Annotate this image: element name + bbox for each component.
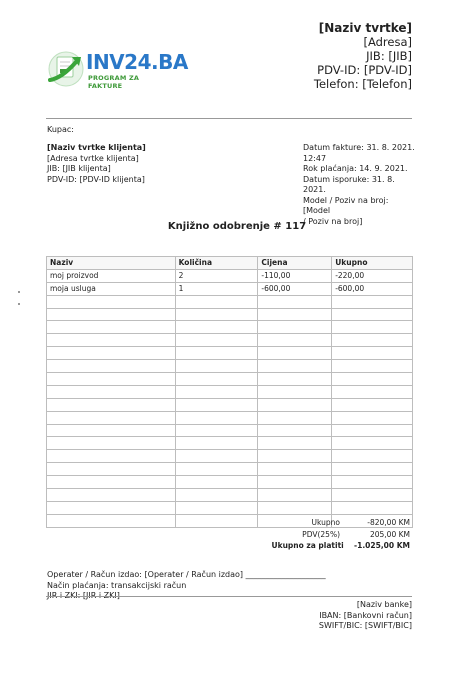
empty-cell — [175, 463, 258, 476]
empty-cell — [258, 360, 332, 373]
table-row-empty — [47, 463, 413, 476]
vat-value: 205,00 KM — [369, 529, 410, 539]
empty-cell — [258, 385, 332, 398]
invoice-arrow-logo-icon — [46, 48, 86, 88]
empty-cell — [332, 308, 413, 321]
empty-cell — [258, 321, 332, 334]
empty-cell — [258, 476, 332, 489]
company-pdv: PDV-ID: [PDV-ID] — [317, 63, 412, 77]
empty-cell — [332, 398, 413, 411]
table-row-empty — [47, 437, 413, 450]
payment-method: Način plaćanja: transakcijski račun — [47, 580, 187, 590]
company-name: [Naziv tvrtke] — [318, 21, 412, 35]
footer-divider — [46, 596, 412, 597]
table-row-empty — [47, 385, 413, 398]
bank-iban: IBAN: [Bankovni račun] — [319, 610, 412, 620]
vat-label: PDV(25%) — [302, 529, 340, 539]
table-row-empty — [47, 476, 413, 489]
empty-cell — [175, 334, 258, 347]
bank-name: [Naziv banke] — [356, 600, 412, 609]
cell-price: -600,00 — [258, 282, 332, 295]
empty-cell — [47, 398, 176, 411]
empty-cell — [332, 295, 413, 308]
table-row-empty — [47, 308, 413, 321]
grand-total-row — [250, 540, 410, 552]
empty-cell — [332, 373, 413, 386]
empty-cell — [332, 463, 413, 476]
logo-text: INV24.BA — [86, 50, 188, 74]
empty-cell — [175, 360, 258, 373]
empty-cell — [258, 373, 332, 386]
empty-cell — [47, 360, 176, 373]
empty-cell — [258, 295, 332, 308]
table-row-empty — [47, 321, 413, 334]
empty-cell — [47, 321, 176, 334]
grand-total-label: Ukupno za platiti — [271, 541, 344, 550]
cell-total: -220,00 — [332, 269, 413, 282]
empty-cell — [175, 321, 258, 334]
empty-cell — [175, 489, 258, 502]
empty-cell — [175, 424, 258, 437]
delivery-date: Datum isporuke: 31. 8. 2021. — [303, 174, 395, 194]
invoice-dates — [303, 143, 415, 227]
subtotal-value: -820,00 KM — [367, 518, 410, 527]
company-address: [Adresa] — [363, 35, 412, 49]
cell-price: -110,00 — [258, 269, 332, 282]
logo-subtitle: PROGRAM ZA FAKTURE — [88, 74, 140, 90]
empty-cell — [258, 334, 332, 347]
column-header-price: Cijena — [258, 257, 332, 270]
operator-line: Operater / Račun izdao: [Operater / Račun izdao] ____________________ — [47, 570, 326, 579]
buyer-info — [47, 143, 146, 185]
empty-cell — [258, 398, 332, 411]
empty-cell — [175, 385, 258, 398]
empty-cell — [175, 450, 258, 463]
document-title: Knjižno odobrenje # 117 — [167, 221, 307, 232]
empty-cell — [258, 463, 332, 476]
empty-cell — [258, 437, 332, 450]
header-divider — [46, 118, 412, 119]
items-table — [46, 256, 413, 528]
table-row-empty — [47, 411, 413, 424]
empty-cell — [175, 347, 258, 360]
buyer-label: Kupac: — [47, 125, 74, 134]
empty-cell — [332, 360, 413, 373]
empty-cell — [175, 476, 258, 489]
buyer-pdv: PDV-ID: [PDV-ID klijenta] — [47, 174, 145, 184]
margin-dot — [18, 303, 20, 305]
company-info — [314, 21, 412, 91]
totals-block — [250, 517, 410, 552]
empty-cell — [47, 450, 176, 463]
empty-cell — [47, 373, 176, 386]
empty-cell — [47, 411, 176, 424]
margin-dot — [18, 291, 20, 293]
grand-total-value: -1.025,00 KM — [353, 541, 410, 550]
empty-cell — [332, 347, 413, 360]
empty-cell — [175, 411, 258, 424]
bank-swift: SWIFT/BIC: [SWIFT/BIC] — [318, 621, 412, 630]
vat-row — [250, 529, 410, 541]
empty-cell — [258, 424, 332, 437]
empty-cell — [332, 334, 413, 347]
empty-cell — [175, 398, 258, 411]
empty-cell — [258, 308, 332, 321]
company-phone: Telefon: [Telefon] — [313, 77, 412, 91]
table-row-empty — [47, 450, 413, 463]
table-row-empty — [47, 501, 413, 514]
subtotal-row — [250, 517, 410, 529]
empty-cell — [47, 501, 176, 514]
empty-cell — [332, 489, 413, 502]
empty-cell — [47, 437, 176, 450]
invoice-time: 12:47 — [303, 153, 327, 163]
empty-cell — [332, 476, 413, 489]
empty-cell — [332, 437, 413, 450]
table-row — [47, 269, 413, 282]
table-row-empty — [47, 373, 413, 386]
cell-name: moja usluga — [47, 282, 176, 295]
table-row-empty — [47, 398, 413, 411]
empty-cell — [47, 385, 176, 398]
empty-cell — [258, 450, 332, 463]
cell-name: moj proizvod — [47, 269, 176, 282]
cell-quantity: 2 — [175, 269, 258, 282]
company-logo — [46, 46, 188, 90]
bank-info — [319, 600, 412, 632]
table-row-empty — [47, 360, 413, 373]
empty-cell — [332, 424, 413, 437]
empty-cell — [47, 463, 176, 476]
empty-cell — [47, 295, 176, 308]
company-jib: JIB: [JIB] — [366, 49, 412, 63]
empty-cell — [47, 476, 176, 489]
empty-cell — [258, 501, 332, 514]
column-header-quantity: Količina — [175, 257, 258, 270]
empty-cell — [47, 308, 176, 321]
buyer-jib: JIB: [JIB klijenta] — [47, 164, 111, 173]
empty-cell — [47, 334, 176, 347]
empty-cell — [47, 347, 176, 360]
empty-cell — [332, 385, 413, 398]
table-row-empty — [47, 424, 413, 437]
table-row-empty — [47, 334, 413, 347]
table-row-empty — [47, 489, 413, 502]
empty-cell — [47, 424, 176, 437]
column-header-name: Naziv — [47, 257, 176, 270]
empty-cell — [175, 295, 258, 308]
empty-cell — [175, 308, 258, 321]
cell-quantity: 1 — [175, 282, 258, 295]
model-reference-line-2: / Poziv na broj] — [303, 216, 363, 226]
empty-cell — [332, 321, 413, 334]
empty-cell — [258, 347, 332, 360]
subtotal-label: Ukupno — [311, 518, 340, 527]
empty-cell — [258, 489, 332, 502]
empty-cell — [332, 450, 413, 463]
empty-cell — [175, 373, 258, 386]
empty-cell — [175, 437, 258, 450]
empty-cell — [47, 489, 176, 502]
table-row — [47, 282, 413, 295]
invoice-date: Datum fakture: 31. 8. 2021. — [303, 143, 415, 152]
buyer-address: [Adresa tvrtke klijenta] — [47, 153, 139, 163]
table-row-empty — [47, 347, 413, 360]
buyer-name: [Naziv tvrtke klijenta] — [47, 143, 146, 152]
cell-total: -600,00 — [332, 282, 413, 295]
empty-cell — [332, 501, 413, 514]
empty-cell — [332, 411, 413, 424]
empty-cell — [258, 411, 332, 424]
table-row-empty — [47, 295, 413, 308]
column-header-total: Ukupno — [332, 257, 413, 270]
table-header-row — [47, 257, 413, 270]
empty-cell — [175, 501, 258, 514]
empty-cell — [47, 514, 176, 527]
due-date: Rok plaćanja: 14. 9. 2021. — [303, 164, 408, 173]
model-reference-line-1: Model / Poziv na broj: [Model — [303, 195, 389, 215]
empty-cell — [175, 514, 258, 527]
